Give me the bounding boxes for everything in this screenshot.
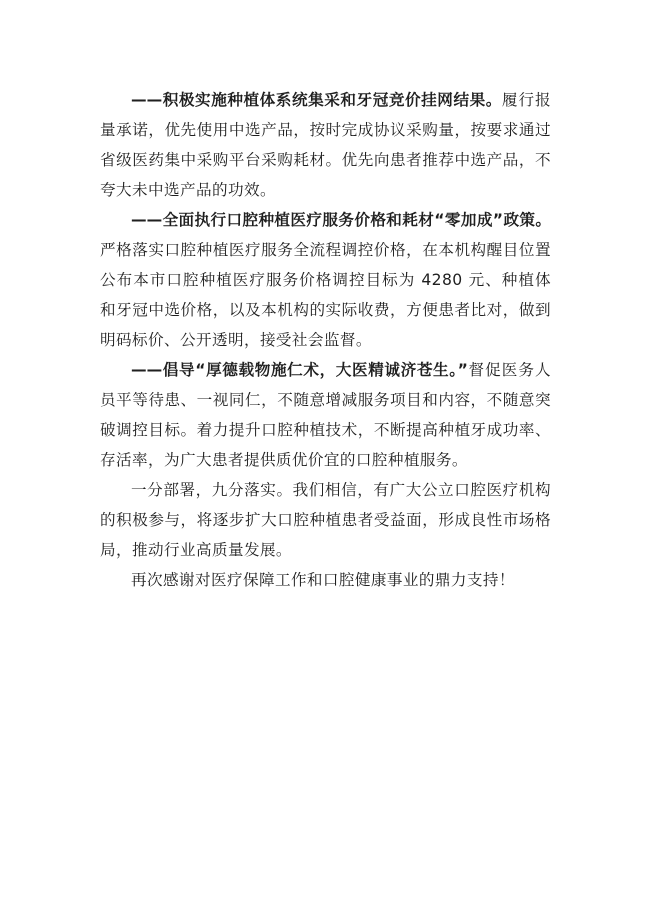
paragraph-text-pricing-after: 元、种植体和牙冠中选价格，以及本机构的实际收费，方便患者比对，做到明码标价、公开透明，接受社会监督。 — [100, 271, 551, 349]
paragraph-ethics — [100, 355, 551, 475]
paragraph-thanks — [100, 565, 551, 595]
paragraph-procurement — [100, 85, 551, 205]
paragraph-pricing — [100, 205, 551, 355]
paragraph-text-implementation: 一分部署，九分落实。我们相信，有广大公立口腔医疗机构的积极参与，将逐步扩大口腔种植患者受益面，形成良性市场格局，推动行业高质量发展。 — [100, 481, 551, 559]
paragraph-lead-procurement: ——积极实施种植体系统集采和牙冠竞价挂网结果。 — [131, 91, 502, 109]
paragraph-text-ethics: 督促医务人员平等待患、一视同仁，不随意增减服务项目和内容，不随意突破调控目标。着力提升口腔种植技术，不断提高种植牙成功率、存活率，为广大患者提供质优价宜的口腔种植服务。 — [100, 361, 551, 469]
paragraph-text-pricing-before: 严格落实口腔种植医疗服务全流程调控价格，在本机构醒目位置公布本市口腔种植医疗服务价格调控目标为 — [100, 241, 551, 289]
price-target-amount: 4280 — [421, 271, 463, 289]
document-body — [100, 85, 551, 595]
paragraph-lead-pricing: ——全面执行口腔种植医疗服务价格和耗材“零加成”政策。 — [131, 211, 551, 229]
paragraph-text-procurement: 履行报量承诺，优先使用中选产品，按时完成协议采购量，按要求通过省级医药集中采购平台采购耗材。优先向患者推荐中选产品，不夸大未中选产品的功效。 — [100, 91, 551, 199]
paragraph-text-thanks: 再次感谢对医疗保障工作和口腔健康事业的鼎力支持！ — [131, 571, 515, 589]
paragraph-lead-ethics: ——倡导“厚德载物施仁术，大医精诚济苍生。” — [131, 361, 468, 379]
paragraph-implementation — [100, 475, 551, 565]
